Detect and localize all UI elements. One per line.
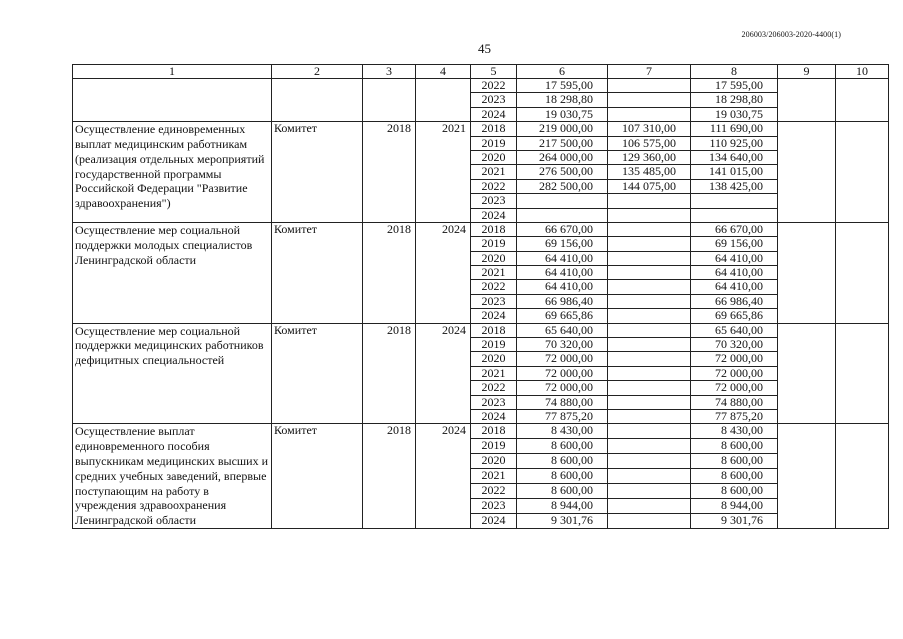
year-cell: 2018 bbox=[471, 323, 517, 337]
column-10-cell bbox=[836, 323, 889, 424]
year-cell: 2021 bbox=[471, 366, 517, 380]
column-header: 10 bbox=[836, 65, 889, 79]
federal-amount-cell bbox=[608, 395, 691, 409]
year-cell: 2021 bbox=[471, 165, 517, 179]
column-header: 5 bbox=[471, 65, 517, 79]
total-amount-cell: 17 595,00 bbox=[517, 79, 608, 93]
column-10-cell bbox=[836, 122, 889, 223]
total-amount-cell: 276 500,00 bbox=[517, 165, 608, 179]
year-cell: 2021 bbox=[471, 266, 517, 280]
executor-cell: Комитет bbox=[272, 122, 363, 223]
federal-amount-cell bbox=[608, 93, 691, 107]
funding-table bbox=[72, 64, 889, 529]
end-year-cell: 2024 bbox=[416, 424, 471, 529]
federal-amount-cell: 129 360,00 bbox=[608, 150, 691, 164]
executor-cell bbox=[272, 79, 363, 122]
total-amount-cell: 8 430,00 bbox=[517, 424, 608, 439]
year-cell: 2018 bbox=[471, 122, 517, 136]
total-amount-cell: 64 410,00 bbox=[517, 266, 608, 280]
federal-amount-cell: 106 575,00 bbox=[608, 136, 691, 150]
column-9-cell bbox=[778, 122, 836, 223]
total-amount-cell bbox=[517, 194, 608, 208]
year-cell: 2020 bbox=[471, 454, 517, 469]
total-amount-cell: 69 665,86 bbox=[517, 309, 608, 323]
year-cell: 2023 bbox=[471, 93, 517, 107]
total-amount-cell: 8 600,00 bbox=[517, 469, 608, 484]
page-number: 45 bbox=[478, 41, 491, 56]
column-10-cell bbox=[836, 424, 889, 529]
year-cell: 2022 bbox=[471, 79, 517, 93]
total-amount-cell: 9 301,76 bbox=[517, 514, 608, 529]
year-cell: 2024 bbox=[471, 107, 517, 121]
regional-amount-cell: 8 944,00 bbox=[691, 499, 778, 514]
federal-amount-cell bbox=[608, 294, 691, 308]
total-amount-cell: 64 410,00 bbox=[517, 251, 608, 265]
regional-amount-cell: 77 875,20 bbox=[691, 409, 778, 423]
regional-amount-cell: 66 986,40 bbox=[691, 294, 778, 308]
federal-amount-cell bbox=[608, 366, 691, 380]
federal-amount-cell bbox=[608, 222, 691, 236]
federal-amount-cell: 107 310,00 bbox=[608, 122, 691, 136]
column-header: 9 bbox=[778, 65, 836, 79]
regional-amount-cell: 69 665,86 bbox=[691, 309, 778, 323]
regional-amount-cell: 64 410,00 bbox=[691, 251, 778, 265]
column-9-cell bbox=[778, 323, 836, 424]
year-cell: 2018 bbox=[471, 222, 517, 236]
federal-amount-cell bbox=[608, 439, 691, 454]
year-cell: 2022 bbox=[471, 179, 517, 193]
year-cell: 2022 bbox=[471, 484, 517, 499]
regional-amount-cell: 9 301,76 bbox=[691, 514, 778, 529]
table-row bbox=[73, 79, 889, 93]
regional-amount-cell: 138 425,00 bbox=[691, 179, 778, 193]
regional-amount-cell: 69 156,00 bbox=[691, 237, 778, 251]
regional-amount-cell: 72 000,00 bbox=[691, 366, 778, 380]
federal-amount-cell bbox=[608, 251, 691, 265]
end-year-cell: 2021 bbox=[416, 122, 471, 223]
federal-amount-cell bbox=[608, 309, 691, 323]
total-amount-cell bbox=[517, 208, 608, 222]
regional-amount-cell: 8 430,00 bbox=[691, 424, 778, 439]
federal-amount-cell bbox=[608, 323, 691, 337]
column-9-cell bbox=[778, 424, 836, 529]
regional-amount-cell: 64 410,00 bbox=[691, 280, 778, 294]
federal-amount-cell bbox=[608, 79, 691, 93]
column-header: 6 bbox=[517, 65, 608, 79]
column-header: 3 bbox=[363, 65, 416, 79]
column-9-cell bbox=[778, 79, 836, 122]
federal-amount-cell bbox=[608, 484, 691, 499]
federal-amount-cell: 144 075,00 bbox=[608, 179, 691, 193]
year-cell: 2023 bbox=[471, 499, 517, 514]
executor-cell: Комитет bbox=[272, 424, 363, 529]
regional-amount-cell: 64 410,00 bbox=[691, 266, 778, 280]
column-header: 2 bbox=[272, 65, 363, 79]
column-9-cell bbox=[778, 222, 836, 323]
start-year-cell: 2018 bbox=[363, 122, 416, 223]
activity-description bbox=[73, 79, 272, 122]
table-row bbox=[73, 122, 889, 136]
table-row bbox=[73, 323, 889, 337]
total-amount-cell: 72 000,00 bbox=[517, 366, 608, 380]
activity-description: Осуществление выплат единовременного пособия выпускникам медицинских высших и средних учебных заведений, впервые поступающим на работу в учреждения здравоохранения Ленинградской области bbox=[73, 424, 272, 529]
regional-amount-cell: 111 690,00 bbox=[691, 122, 778, 136]
federal-amount-cell bbox=[608, 454, 691, 469]
regional-amount-cell: 66 670,00 bbox=[691, 222, 778, 236]
column-header: 4 bbox=[416, 65, 471, 79]
table-row bbox=[73, 424, 889, 439]
federal-amount-cell bbox=[608, 338, 691, 352]
total-amount-cell: 264 000,00 bbox=[517, 150, 608, 164]
total-amount-cell: 66 670,00 bbox=[517, 222, 608, 236]
total-amount-cell: 18 298,80 bbox=[517, 93, 608, 107]
year-cell: 2022 bbox=[471, 381, 517, 395]
year-cell: 2023 bbox=[471, 294, 517, 308]
total-amount-cell: 219 000,00 bbox=[517, 122, 608, 136]
column-header: 7 bbox=[608, 65, 691, 79]
year-cell: 2021 bbox=[471, 469, 517, 484]
regional-amount-cell: 19 030,75 bbox=[691, 107, 778, 121]
table-header-row bbox=[73, 65, 889, 79]
year-cell: 2019 bbox=[471, 136, 517, 150]
federal-amount-cell bbox=[608, 266, 691, 280]
regional-amount-cell: 72 000,00 bbox=[691, 352, 778, 366]
total-amount-cell: 8 944,00 bbox=[517, 499, 608, 514]
total-amount-cell: 8 600,00 bbox=[517, 439, 608, 454]
federal-amount-cell bbox=[608, 352, 691, 366]
federal-amount-cell bbox=[608, 469, 691, 484]
federal-amount-cell bbox=[608, 194, 691, 208]
total-amount-cell: 65 640,00 bbox=[517, 323, 608, 337]
regional-amount-cell: 17 595,00 bbox=[691, 79, 778, 93]
year-cell: 2022 bbox=[471, 280, 517, 294]
year-cell: 2024 bbox=[471, 309, 517, 323]
federal-amount-cell bbox=[608, 381, 691, 395]
start-year-cell: 2018 bbox=[363, 323, 416, 424]
year-cell: 2019 bbox=[471, 237, 517, 251]
regional-amount-cell: 110 925,00 bbox=[691, 136, 778, 150]
regional-amount-cell: 70 320,00 bbox=[691, 338, 778, 352]
federal-amount-cell bbox=[608, 499, 691, 514]
table-row bbox=[73, 222, 889, 236]
year-cell: 2024 bbox=[471, 514, 517, 529]
end-year-cell bbox=[416, 79, 471, 122]
activity-description: Осуществление единовременных выплат медицинским работникам (реализация отдельных мероприятий государственной программы Российской Федерации "Развитие здравоохранения") bbox=[73, 122, 272, 223]
regional-amount-cell: 8 600,00 bbox=[691, 484, 778, 499]
year-cell: 2024 bbox=[471, 208, 517, 222]
total-amount-cell: 72 000,00 bbox=[517, 352, 608, 366]
total-amount-cell: 282 500,00 bbox=[517, 179, 608, 193]
regional-amount-cell bbox=[691, 208, 778, 222]
total-amount-cell: 217 500,00 bbox=[517, 136, 608, 150]
federal-amount-cell bbox=[608, 208, 691, 222]
regional-amount-cell: 8 600,00 bbox=[691, 454, 778, 469]
federal-amount-cell bbox=[608, 237, 691, 251]
regional-amount-cell bbox=[691, 194, 778, 208]
year-cell: 2024 bbox=[471, 409, 517, 423]
column-10-cell bbox=[836, 222, 889, 323]
regional-amount-cell: 134 640,00 bbox=[691, 150, 778, 164]
federal-amount-cell bbox=[608, 424, 691, 439]
total-amount-cell: 69 156,00 bbox=[517, 237, 608, 251]
total-amount-cell: 64 410,00 bbox=[517, 280, 608, 294]
total-amount-cell: 77 875,20 bbox=[517, 409, 608, 423]
regional-amount-cell: 72 000,00 bbox=[691, 381, 778, 395]
executor-cell: Комитет bbox=[272, 222, 363, 323]
regional-amount-cell: 8 600,00 bbox=[691, 439, 778, 454]
regional-amount-cell: 8 600,00 bbox=[691, 469, 778, 484]
federal-amount-cell: 135 485,00 bbox=[608, 165, 691, 179]
activity-description: Осуществление мер социальной поддержки медицинских работников дефицитных специальностей bbox=[73, 323, 272, 424]
total-amount-cell: 70 320,00 bbox=[517, 338, 608, 352]
federal-amount-cell bbox=[608, 514, 691, 529]
column-header: 1 bbox=[73, 65, 272, 79]
total-amount-cell: 8 600,00 bbox=[517, 454, 608, 469]
federal-amount-cell bbox=[608, 280, 691, 294]
regional-amount-cell: 65 640,00 bbox=[691, 323, 778, 337]
regional-amount-cell: 74 880,00 bbox=[691, 395, 778, 409]
year-cell: 2023 bbox=[471, 194, 517, 208]
regional-amount-cell: 18 298,80 bbox=[691, 93, 778, 107]
year-cell: 2023 bbox=[471, 395, 517, 409]
start-year-cell bbox=[363, 79, 416, 122]
executor-cell: Комитет bbox=[272, 323, 363, 424]
start-year-cell: 2018 bbox=[363, 222, 416, 323]
end-year-cell: 2024 bbox=[416, 323, 471, 424]
column-10-cell bbox=[836, 79, 889, 122]
year-cell: 2020 bbox=[471, 352, 517, 366]
year-cell: 2019 bbox=[471, 338, 517, 352]
regional-amount-cell: 141 015,00 bbox=[691, 165, 778, 179]
start-year-cell: 2018 bbox=[363, 424, 416, 529]
year-cell: 2019 bbox=[471, 439, 517, 454]
federal-amount-cell bbox=[608, 409, 691, 423]
year-cell: 2020 bbox=[471, 251, 517, 265]
federal-amount-cell bbox=[608, 107, 691, 121]
total-amount-cell: 74 880,00 bbox=[517, 395, 608, 409]
end-year-cell: 2024 bbox=[416, 222, 471, 323]
total-amount-cell: 66 986,40 bbox=[517, 294, 608, 308]
year-cell: 2018 bbox=[471, 424, 517, 439]
document-number: 206003/206003-2020-4400(1) bbox=[741, 30, 841, 39]
total-amount-cell: 8 600,00 bbox=[517, 484, 608, 499]
column-header: 8 bbox=[691, 65, 778, 79]
activity-description: Осуществление мер социальной поддержки молодых специалистов Ленинградской области bbox=[73, 222, 272, 323]
year-cell: 2020 bbox=[471, 150, 517, 164]
total-amount-cell: 19 030,75 bbox=[517, 107, 608, 121]
total-amount-cell: 72 000,00 bbox=[517, 381, 608, 395]
